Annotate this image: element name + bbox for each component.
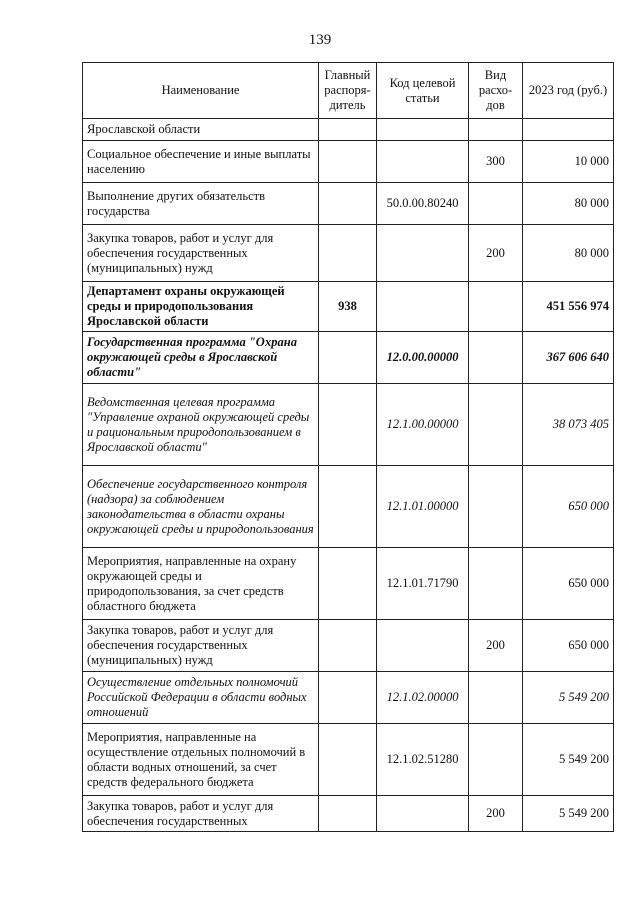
table-row: [83, 225, 614, 282]
cell-amount: 650 000: [523, 466, 614, 548]
cell-name: Закупка товаров, работ и услуг для обеспечения государственных: [83, 796, 319, 832]
cell-chief-administrator: [319, 672, 377, 724]
table-row: [83, 672, 614, 724]
cell-expense-type: [469, 724, 523, 796]
table-row: [83, 183, 614, 225]
cell-expense-type: [469, 548, 523, 620]
table-row: [83, 466, 614, 548]
table-row: [83, 282, 614, 332]
cell-target-code: [377, 796, 469, 832]
table-row: [83, 384, 614, 466]
page-number: 139: [308, 32, 332, 48]
cell-target-code: 50.0.00.80240: [377, 183, 469, 225]
cell-amount: 10 000: [523, 141, 614, 183]
header-name: Наименование: [83, 63, 319, 119]
cell-chief-administrator: [319, 141, 377, 183]
cell-chief-administrator: 938: [319, 282, 377, 332]
cell-target-code: 12.1.02.00000: [377, 672, 469, 724]
cell-amount: 5 549 200: [523, 796, 614, 832]
cell-name: Ведомственная целевая программа "Управление охраной окружающей среды и рациональным природопользованием в Ярославской области": [83, 384, 319, 466]
cell-chief-administrator: [319, 225, 377, 282]
table-row: [83, 119, 614, 141]
cell-expense-type: 300: [469, 141, 523, 183]
cell-target-code: [377, 620, 469, 672]
cell-expense-type: 200: [469, 796, 523, 832]
cell-amount: 80 000: [523, 183, 614, 225]
cell-target-code: [377, 119, 469, 141]
header-target-code: Код целевой статьи: [377, 63, 469, 119]
cell-chief-administrator: [319, 620, 377, 672]
cell-name: Осуществление отдельных полномочий Российской Федерации в области водных отношений: [83, 672, 319, 724]
cell-expense-type: [469, 384, 523, 466]
cell-chief-administrator: [319, 796, 377, 832]
header-amount-2023: 2023 год (руб.): [523, 63, 614, 119]
table-row: [83, 141, 614, 183]
cell-target-code: 12.1.02.51280: [377, 724, 469, 796]
cell-name: Обеспечение государственного контроля (надзора) за соблюдением законодательства в области охраны окружающей среды и природопользования: [83, 466, 319, 548]
cell-name: Мероприятия, направленные на охрану окружающей среды и природопользования, за счет средств областного бюджета: [83, 548, 319, 620]
cell-target-code: 12.0.00.00000: [377, 332, 469, 384]
cell-target-code: [377, 141, 469, 183]
cell-name: Ярославской области: [83, 119, 319, 141]
header-chief-administrator: Главный распоря-дитель: [319, 63, 377, 119]
cell-expense-type: [469, 119, 523, 141]
cell-target-code: [377, 282, 469, 332]
cell-amount: 5 549 200: [523, 724, 614, 796]
cell-amount: 5 549 200: [523, 672, 614, 724]
cell-amount: 451 556 974: [523, 282, 614, 332]
cell-chief-administrator: [319, 183, 377, 225]
table-row: [83, 724, 614, 796]
cell-target-code: [377, 225, 469, 282]
cell-name: Департамент охраны окружающей среды и природопользования Ярославской области: [83, 282, 319, 332]
budget-table: [82, 62, 614, 832]
cell-expense-type: [469, 672, 523, 724]
cell-name: Выполнение других обязательств государства: [83, 183, 319, 225]
cell-expense-type: [469, 466, 523, 548]
cell-target-code: 12.1.01.00000: [377, 466, 469, 548]
cell-name: Мероприятия, направленные на осуществление отдельных полномочий в области водных отношений, за счет средств федерального бюджета: [83, 724, 319, 796]
table-header: [83, 63, 614, 119]
table-body: [83, 119, 614, 832]
cell-amount: 38 073 405: [523, 384, 614, 466]
cell-amount: 367 606 640: [523, 332, 614, 384]
header-expense-type: Вид расхо-дов: [469, 63, 523, 119]
cell-expense-type: 200: [469, 620, 523, 672]
cell-target-code: 12.1.00.00000: [377, 384, 469, 466]
cell-expense-type: [469, 183, 523, 225]
cell-amount: 650 000: [523, 620, 614, 672]
cell-chief-administrator: [319, 332, 377, 384]
cell-chief-administrator: [319, 384, 377, 466]
cell-expense-type: 200: [469, 225, 523, 282]
cell-chief-administrator: [319, 548, 377, 620]
cell-chief-administrator: [319, 119, 377, 141]
cell-name: Закупка товаров, работ и услуг для обеспечения государственных (муниципальных) нужд: [83, 620, 319, 672]
cell-expense-type: [469, 282, 523, 332]
cell-name: Закупка товаров, работ и услуг для обеспечения государственных (муниципальных) нужд: [83, 225, 319, 282]
cell-name: Государственная программа "Охрана окружающей среды в Ярославской области": [83, 332, 319, 384]
table-row: [83, 796, 614, 832]
cell-target-code: 12.1.01.71790: [377, 548, 469, 620]
cell-name: Социальное обеспечение и иные выплаты населению: [83, 141, 319, 183]
table-row: [83, 332, 614, 384]
cell-chief-administrator: [319, 466, 377, 548]
cell-expense-type: [469, 332, 523, 384]
cell-amount: [523, 119, 614, 141]
table-row: [83, 548, 614, 620]
cell-amount: 650 000: [523, 548, 614, 620]
cell-chief-administrator: [319, 724, 377, 796]
cell-amount: 80 000: [523, 225, 614, 282]
table-row: [83, 620, 614, 672]
